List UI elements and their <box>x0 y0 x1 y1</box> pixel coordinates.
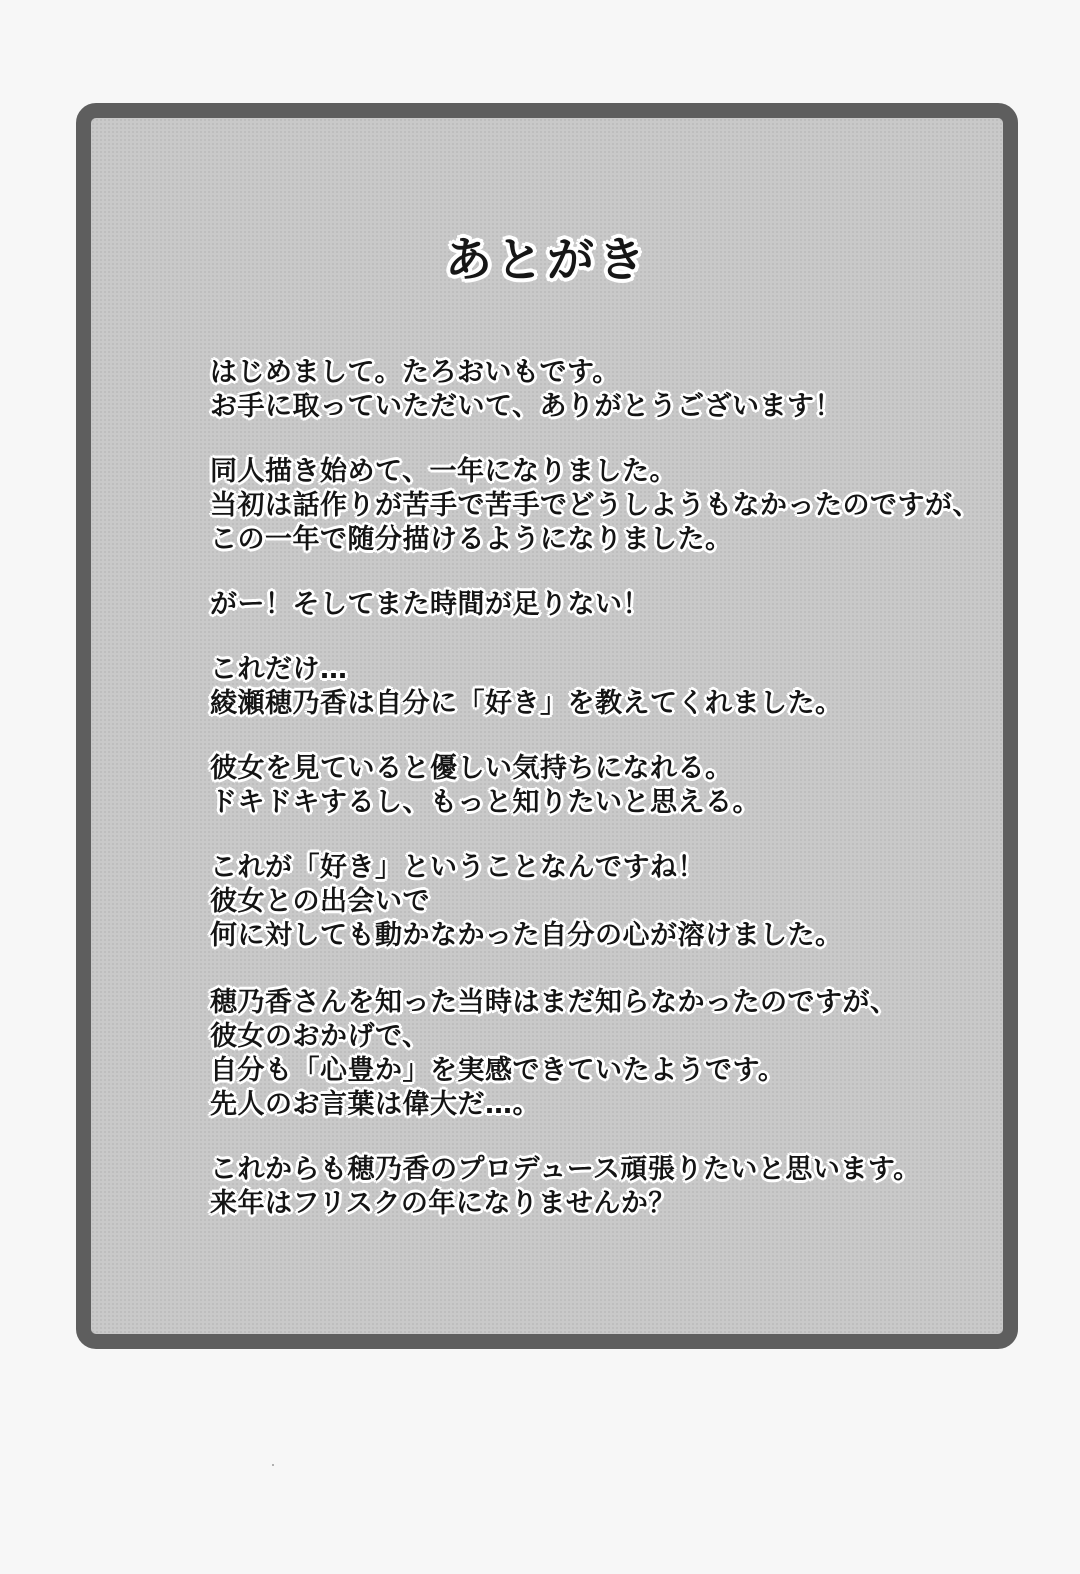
text-line: 同人描き始めて、一年になりました。 <box>210 456 677 487</box>
paragraph-2 <box>210 455 990 557</box>
text-line: これだけ… <box>210 654 348 685</box>
text-line: これが「好き」ということなんですね！ <box>210 852 705 883</box>
text-line: はじめまして。たろおいもです。 <box>210 357 620 388</box>
afterword-panel <box>76 103 1018 1349</box>
text-line: 来年はフリスクの年になりませんか？ <box>210 1188 676 1219</box>
paragraph-6 <box>210 851 990 953</box>
page-title: あとがき <box>445 233 649 288</box>
paper-speck <box>272 1464 274 1466</box>
paragraph-4 <box>210 653 990 721</box>
text-line: 先人のお言葉は偉大だ…。 <box>210 1089 540 1120</box>
text-line: お手に取っていただいて、ありがとうございます！ <box>210 391 842 422</box>
text-line: 自分も「心豊か」を実感できていたようです。 <box>210 1055 786 1086</box>
text-line: これからも穂乃香のプロデュース頑張りたいと思います。 <box>210 1154 921 1185</box>
paragraph-7 <box>210 986 990 1122</box>
text-line: がー！そしてまた時間が足りない！ <box>210 589 650 620</box>
paragraph-8 <box>210 1153 990 1221</box>
paragraph-3 <box>210 588 990 622</box>
paragraph-1 <box>210 356 990 424</box>
text-line: 綾瀬穂乃香は自分に「好き」を教えてくれました。 <box>210 688 843 719</box>
text-line: 彼女との出会いで <box>210 886 430 917</box>
text-line: 当初は話作りが苦手で苦手でどうしようもなかったのですが、 <box>210 490 980 521</box>
text-line: 彼女のおかげで、 <box>210 1021 430 1052</box>
paragraph-5 <box>210 752 990 820</box>
text-line: この一年で随分描けるようになりました。 <box>210 524 733 555</box>
text-line: 彼女を見ていると優しい気持ちになれる。 <box>210 753 733 784</box>
text-line: 穂乃香さんを知った当時はまだ知らなかったのですが、 <box>210 987 898 1018</box>
afterword-body <box>210 356 990 1221</box>
text-line: ドキドキするし、もっと知りたいと思える。 <box>210 787 760 818</box>
text-line: 何に対しても動かなかった自分の心が溶けました。 <box>210 920 843 951</box>
